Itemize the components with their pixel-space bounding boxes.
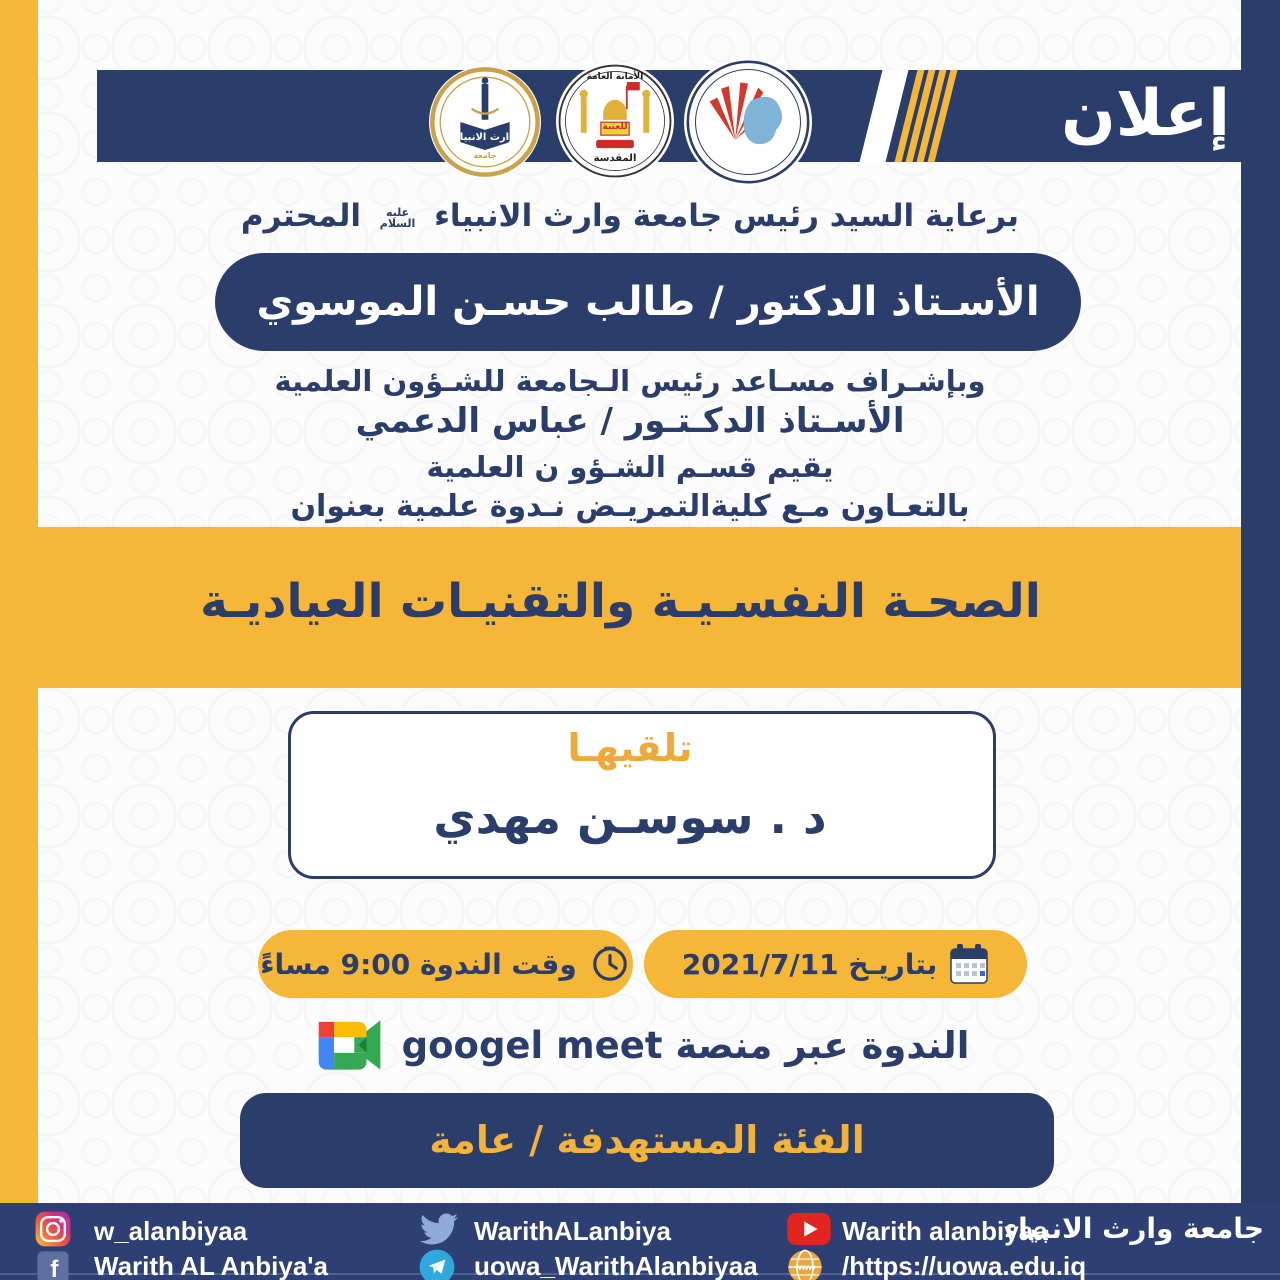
facebook-name[interactable]: Warith AL Anbiya'a [94,1251,328,1280]
supervision-line: وبإشـراف مسـاعد رئيس الـجامعة للشـؤون العلمية [274,364,986,398]
president-name-pill: الأسـتاذ الدكتور / طالب حسـن الموسوي [215,253,1081,351]
twitter-icon[interactable] [416,1210,462,1248]
presenter-name: د . سوسـن مهدي [433,790,827,844]
university-logo-subcaption: جامعة [473,151,497,161]
university-logo-art [429,66,541,178]
seminar-title-band [0,527,1241,688]
facebook-icon[interactable] [36,1250,70,1280]
youtube-name[interactable]: Warith alanbiyaa [842,1216,1048,1246]
clock-icon [589,943,631,985]
cooperation-line: بالتعـاون مـع كليةالتمريـض نـدوة علمية بعنوان [290,489,970,524]
university-of-warith-alanbiyaa-logo [429,66,541,178]
instagram-icon[interactable] [34,1210,72,1248]
date-label: بتاريـخ 2021/7/11 [681,947,938,981]
platform-line: الندوة عبر منصة googel meet [401,1023,970,1067]
organizer-line: يقيم قسـم الشـؤو ن العلمية [426,450,834,484]
target-audience-button: الفئة المستهدفة / عامة [240,1093,1054,1188]
shrine-logo-caption-top: الأمانة العامة [586,71,644,82]
announcement-title: إعلان [1061,77,1230,151]
youtube-icon[interactable] [786,1212,832,1246]
university-name-arabic: جامعة وارث الانبياء [1003,1212,1264,1245]
ministry-logo-art [684,58,812,186]
globe-icon[interactable] [786,1248,824,1280]
supervisor-name: الأسـتاذ الدكـتـور / عباس الدعمي [355,401,905,441]
svg-text:f: f [50,1255,59,1280]
twitter-handle[interactable]: WarithALanbiya [474,1216,671,1246]
imam-hussain-holy-shrine-logo [556,62,674,180]
shrine-logo-caption-mid: للعتبة [602,122,628,133]
calendar-icon [949,942,989,986]
alayhi-salam-badge [380,207,416,229]
svg-text:www: www [794,1262,816,1273]
date-pill [644,930,1027,998]
shrine-logo-caption-bottom: المقدسة [593,153,637,165]
telegram-handle[interactable]: uowa_WarithAlanbiyaa [474,1251,758,1280]
patronage-text-post: المحترم [240,198,361,234]
time-label: وقت الندوة 9:00 مساءً [260,947,577,981]
alayhi-salam-line1: عليه [385,205,410,219]
right-accent-bar [1241,0,1280,1280]
telegram-icon[interactable] [418,1248,456,1280]
platform-row [38,1003,1241,1087]
patronage-line [60,198,1200,234]
ministry-of-higher-education-logo [684,58,812,186]
alayhi-salam-line2: السلام [379,216,416,230]
time-pill [258,930,633,998]
website-url[interactable]: /https://uowa.edu.iq [842,1251,1087,1280]
instagram-handle[interactable]: w_alanbiyaa [94,1216,248,1246]
presented-by-label: تلقيهـا [567,726,693,770]
university-logo-caption: وارث الانبياء [454,132,516,144]
patronage-text-pre: برعاية السيد رئيس جامعة وارث الانبياء [434,198,1020,234]
seminar-title: الصحـة النفسـيـة والتقنيـات العياديـة [200,574,1041,629]
google-meet-icon [310,1008,386,1082]
